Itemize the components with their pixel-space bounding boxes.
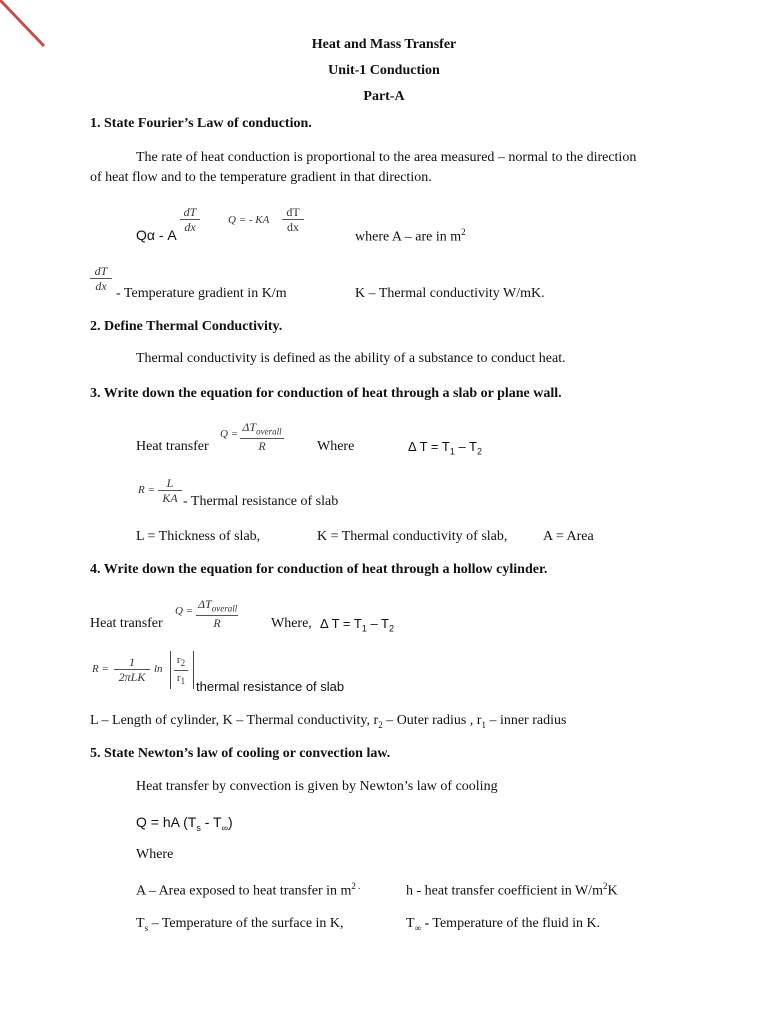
fraction-numerator: dT bbox=[90, 264, 112, 279]
defs-text: L – Length of cylinder, K – Thermal conductivity, r bbox=[90, 713, 379, 728]
q1-where-area bbox=[355, 227, 466, 246]
tinf-def-text: - Temperature of the fluid in K. bbox=[420, 916, 601, 931]
document-title: Heat and Mass Transfer bbox=[311, 37, 457, 52]
q5-tinf-def bbox=[406, 916, 600, 933]
q4-delta-t bbox=[320, 616, 394, 634]
q1-equation-lhs: Q = - KA bbox=[228, 214, 270, 226]
delta-t: ΔT bbox=[242, 420, 257, 434]
fraction-denominator: dx bbox=[95, 279, 107, 293]
q4-where: Where, bbox=[271, 616, 312, 631]
ts-symbol: T bbox=[136, 916, 145, 931]
delta-t-text: Δ T = T bbox=[320, 616, 362, 631]
q5-heading: 5. State Newton’s law of cooling or convection law. bbox=[90, 746, 391, 761]
r1-text: r bbox=[176, 672, 181, 685]
subscript: 1 bbox=[361, 623, 367, 634]
q1-heading: 1. State Fourier’s Law of conduction. bbox=[90, 116, 312, 131]
fraction-denominator: KA bbox=[162, 491, 178, 505]
part-title: Part-A bbox=[363, 89, 405, 104]
q5-ts-def bbox=[136, 916, 344, 933]
q4-heat-fraction bbox=[196, 597, 238, 630]
q2-text: Thermal conductivity is defined as the ability of a substance to conduct heat. bbox=[136, 351, 566, 366]
tinf-symbol: T bbox=[406, 916, 415, 931]
q4-resistance-fraction bbox=[114, 655, 150, 684]
q1-text-line1: The rate of heat conduction is proportional to the area measured – normal to the direction bbox=[136, 150, 637, 165]
q5-equation bbox=[136, 814, 233, 833]
q4-q-lhs: Q = bbox=[175, 605, 194, 617]
fraction-numerator: dT bbox=[180, 205, 200, 220]
q5-where: Where bbox=[136, 847, 174, 862]
subscript: 2 bbox=[389, 623, 395, 634]
eq-part: - T bbox=[200, 814, 222, 830]
fraction-denominator bbox=[174, 671, 188, 688]
q4-ln: ln bbox=[154, 663, 163, 675]
subscript: s bbox=[196, 822, 201, 833]
fraction-numerator: dT bbox=[282, 205, 304, 220]
q4-r-lhs: R = bbox=[92, 663, 109, 675]
q1-proportional: Qα - A bbox=[136, 227, 177, 243]
delta-t-text: Δ T = T bbox=[408, 439, 450, 454]
q4-log-bracket bbox=[170, 651, 194, 689]
q3-k-def: K = Thermal conductivity of slab, bbox=[317, 529, 508, 544]
subscript: 2 bbox=[477, 446, 483, 457]
q4-heading: 4. Write down the equation for conduction of heat through a hollow cylinder. bbox=[90, 562, 548, 577]
q4-radius-fraction bbox=[174, 653, 188, 688]
subscript: ∞ bbox=[221, 822, 228, 833]
q3-a-def: A = Area bbox=[543, 529, 594, 544]
q3-resistance-fraction bbox=[158, 476, 182, 505]
q2-heading: 2. Define Thermal Conductivity. bbox=[90, 319, 283, 334]
subscript: 2 bbox=[180, 658, 186, 669]
minus-text: – T bbox=[454, 439, 477, 454]
subscript: 1 bbox=[449, 446, 455, 457]
ts-def-text: – Temperature of the surface in K, bbox=[148, 916, 344, 931]
defs-end-text: – inner radius bbox=[485, 713, 567, 728]
fraction-numerator: 1 bbox=[114, 655, 150, 670]
eq-part: Q = hA (T bbox=[136, 814, 197, 830]
fraction-denominator: dx bbox=[287, 220, 299, 234]
q3-heat-transfer-label: Heat transfer bbox=[136, 439, 209, 454]
q1-gradient-fraction-2 bbox=[90, 264, 112, 293]
q4-resistance-desc: thermal resistance of slab bbox=[196, 679, 345, 694]
h-def-text: h - heat transfer coefficient in W/m bbox=[406, 883, 603, 899]
q5-a-def bbox=[136, 881, 360, 900]
q3-delta-t bbox=[408, 439, 482, 457]
subscript: 1 bbox=[481, 719, 486, 730]
fraction-numerator bbox=[240, 420, 284, 439]
q4-heat-transfer-label: Heat transfer bbox=[90, 616, 163, 631]
subscript: s bbox=[144, 922, 149, 933]
q3-l-def: L = Thickness of slab, bbox=[136, 529, 261, 544]
subscript: overall bbox=[256, 426, 282, 437]
q3-where: Where bbox=[317, 439, 355, 454]
fraction-numerator bbox=[174, 653, 188, 671]
fraction-numerator bbox=[196, 597, 238, 616]
fraction-denominator: dx bbox=[184, 220, 196, 234]
superscript: 2 bbox=[602, 881, 608, 891]
superscript: 2 bbox=[461, 227, 466, 237]
q1-k-desc: K – Thermal conductivity W/mK. bbox=[355, 286, 545, 301]
q3-resistance-desc: - Thermal resistance of slab bbox=[183, 494, 339, 509]
unit-title: Unit-1 Conduction bbox=[328, 63, 440, 78]
q1-text-line2: of heat flow and to the temperature gradient in that direction. bbox=[90, 170, 432, 185]
fraction-denominator: 2πLK bbox=[118, 670, 146, 684]
eq-part: ) bbox=[227, 814, 233, 830]
q3-heading: 3. Write down the equation for conduction of heat through a slab or plane wall. bbox=[90, 386, 562, 401]
subscript: 1 bbox=[180, 676, 186, 687]
subscript: overall bbox=[211, 603, 238, 614]
where-text: where A – are in m bbox=[355, 229, 462, 245]
minus-text: – T bbox=[366, 616, 389, 631]
subscript: 2 bbox=[378, 719, 383, 730]
q1-gradient-desc: - Temperature gradient in K/m bbox=[116, 286, 287, 301]
a-def-text: A – Area exposed to heat transfer in m bbox=[136, 883, 352, 899]
subscript: ∞ bbox=[414, 922, 421, 933]
q5-h-def bbox=[406, 881, 618, 900]
fraction-numerator: L bbox=[158, 476, 182, 491]
q3-r-lhs: R = bbox=[138, 484, 155, 496]
r2-text: r bbox=[176, 654, 181, 666]
superscript: 2 . bbox=[351, 881, 361, 891]
q3-heat-fraction bbox=[240, 420, 284, 453]
q5-text: Heat transfer by convection is given by Newton’s law of cooling bbox=[136, 779, 498, 794]
q3-q-lhs: Q = bbox=[220, 428, 239, 440]
defs-mid-text: – Outer radius , r bbox=[382, 713, 482, 728]
q1-gradient-fraction bbox=[180, 205, 200, 234]
q4-defs bbox=[90, 713, 566, 730]
delta-t: ΔT bbox=[198, 597, 212, 611]
h-def-end: K bbox=[607, 883, 618, 899]
fraction-denominator: R bbox=[213, 616, 221, 631]
q1-equation-fraction bbox=[282, 205, 304, 234]
fraction-denominator: R bbox=[258, 439, 266, 454]
